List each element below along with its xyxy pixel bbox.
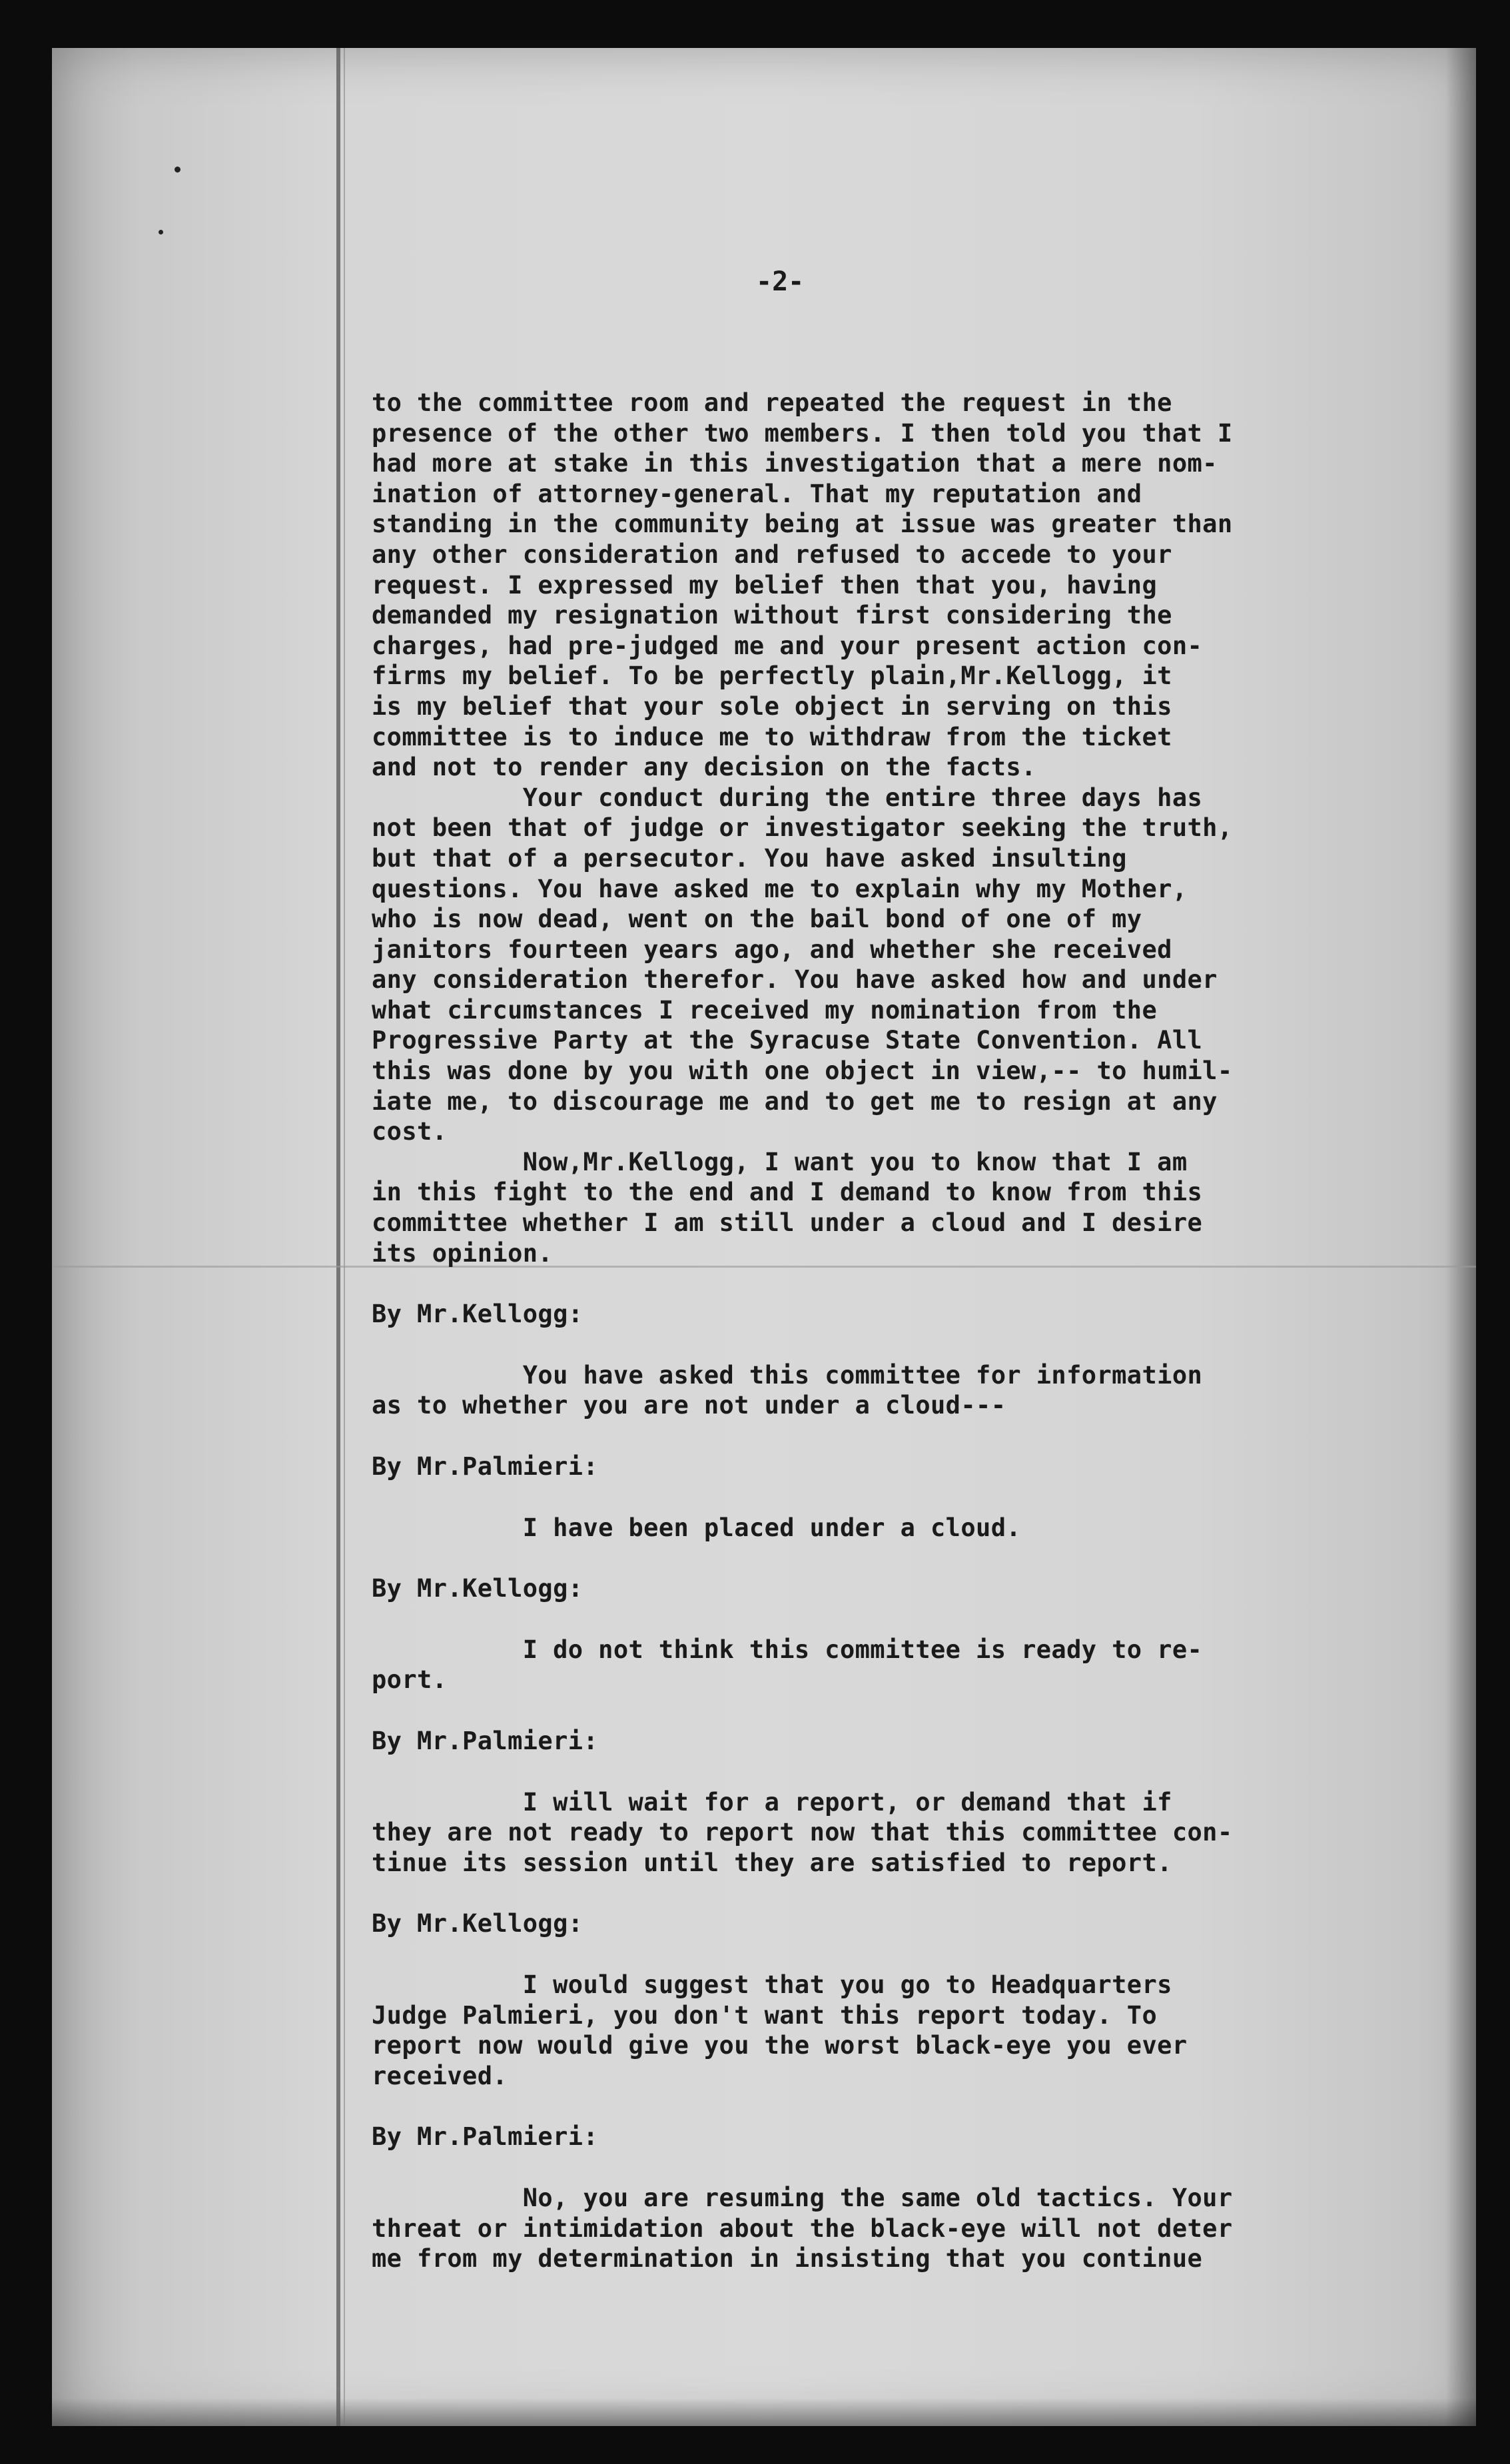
text-line: received. (372, 2061, 508, 2090)
text-line: is my belief that your sole object in serving on this (372, 691, 1172, 721)
text-line: I do not think this committee is ready to re- (372, 1635, 1203, 1664)
text-line: threat or intimidation about the black-eye will not deter (372, 2214, 1233, 2243)
page-number: -2- (756, 266, 805, 297)
text-line: ination of attorney-general. That my reputation and (372, 479, 1142, 508)
text-line: request. I expressed my belief then that you, having (372, 570, 1158, 600)
exchange-1 (372, 1299, 1384, 1421)
text-line: I have been placed under a cloud. (372, 1513, 1022, 1542)
paragraph-1 (372, 388, 1384, 783)
text-line: presence of the other two members. I then told you that I (372, 418, 1233, 448)
text-line: committee is to induce me to withdraw from the ticket (372, 722, 1172, 751)
text-line: and not to render any decision on the facts. (372, 753, 1036, 782)
text-line: committee whether I am still under a cloud and I desire (372, 1208, 1203, 1238)
text-line: its opinion. (372, 1238, 554, 1268)
text-line: Progressive Party at the Syracuse State Convention. All (372, 1026, 1203, 1055)
speaker-label: By Mr.Palmieri: (372, 1726, 599, 1755)
text-line: I will wait for a report, or demand that if (372, 1787, 1172, 1817)
exchange-4 (372, 1726, 1384, 1878)
speaker-label: By Mr.Kellogg: (372, 1300, 583, 1329)
text-line: but that of a persecutor. You have asked insulting (372, 843, 1127, 873)
text-line: standing in the community being at issue was greater than (372, 510, 1233, 539)
ink-speck (159, 230, 163, 234)
text-line: I would suggest that you go to Headquarters (372, 1970, 1172, 1999)
text-line: who is now dead, went on the bail bond of one of my (372, 905, 1142, 934)
text-line: any consideration therefor. You have asked how and under (372, 965, 1218, 995)
exchange-2 (372, 1451, 1384, 1543)
margin-rule (336, 48, 340, 2426)
text-line: report now would give you the worst black-eye you ever (372, 2031, 1188, 2060)
text-line: Now,Mr.Kellogg, I want you to know that I am (372, 1147, 1188, 1176)
text-line: me from my determination in insisting that you continue (372, 2244, 1203, 2273)
speaker-label: By Mr.Palmieri: (372, 2122, 599, 2152)
text-line: they are not ready to report now that this committee con- (372, 1818, 1233, 1847)
text-line: in this fight to the end and I demand to know from this (372, 1178, 1203, 1207)
text-line: iate me, to discourage me and to get me to resign at any (372, 1086, 1218, 1116)
text-line: port. (372, 1665, 448, 1695)
speaker-label: By Mr.Kellogg: (372, 1574, 583, 1603)
text-line: cost. (372, 1117, 448, 1146)
text-line: to the committee room and repeated the request in the (372, 388, 1172, 417)
text-line: Judge Palmieri, you don't want this report today. To (372, 2000, 1158, 2030)
exchange-3 (372, 1573, 1384, 1695)
paragraph-2 (372, 783, 1384, 1147)
text-line: what circumstances I received my nomination from the (372, 995, 1158, 1025)
exchange-6 (372, 2122, 1384, 2273)
text-line: tinue its session until they are satisfied to report. (372, 1848, 1172, 1877)
exchange-5 (372, 1908, 1384, 2091)
text-line: as to whether you are not under a cloud--- (372, 1391, 1006, 1420)
text-line: demanded my resignation without first considering the (372, 601, 1172, 630)
text-line: Your conduct during the entire three days has (372, 783, 1203, 812)
text-line: You have asked this committee for information (372, 1360, 1203, 1390)
typed-text-body (372, 266, 1384, 2274)
paper-bottom-shadow (52, 2398, 1476, 2426)
speaker-label: By Mr.Palmieri: (372, 1452, 599, 1481)
text-line: firms my belief. To be perfectly plain,Mr.Kellogg, it (372, 661, 1172, 691)
ink-speck (175, 167, 181, 173)
margin-rule-secondary (344, 48, 345, 2426)
paragraph-3 (372, 1147, 1384, 1268)
text-line: this was done by you with one object in view,-- to humil- (372, 1056, 1233, 1086)
text-line: janitors fourteen years ago, and whether she received (372, 935, 1172, 964)
paper-right-edge (1445, 48, 1476, 2426)
text-line: questions. You have asked me to explain why my Mother, (372, 874, 1188, 903)
text-line: No, you are resuming the same old tactics. Your (372, 2183, 1233, 2212)
text-line: any other consideration and refused to accede to your (372, 540, 1172, 569)
text-line: had more at stake in this investigation that a mere nom- (372, 449, 1218, 478)
text-line: not been that of judge or investigator seeking the truth, (372, 813, 1233, 843)
text-line: charges, had pre-judged me and your present action con- (372, 631, 1203, 660)
speaker-label: By Mr.Kellogg: (372, 1909, 583, 1938)
